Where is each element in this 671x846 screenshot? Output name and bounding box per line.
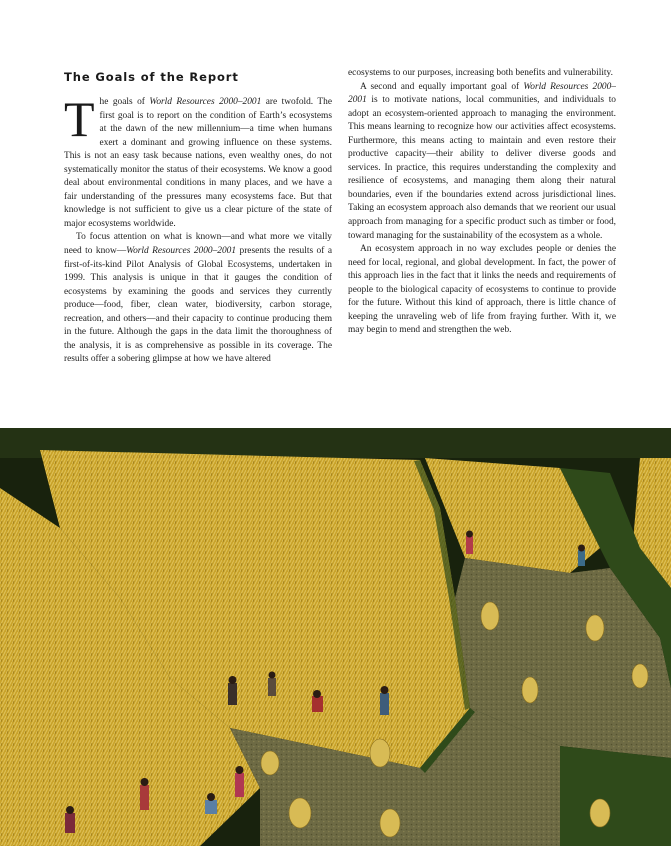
left-column [64, 68, 332, 367]
rice-harvest-photo [0, 428, 671, 846]
paragraph-1: The goals of World Resources 2000–2001 are twofold. The first goal is to report on the condition of Earth’s ecosystems at the dawn of the new millennium—a time when humans exert a dominant and growing influence on these systems. This is not an easy task because nations, even wealthy ones, do not systematically monitor the status of their ecosystems. We know a good deal about environmental conditions in many places, and we have a fair understanding of the pressures many ecosystems face. But that knowledge is not sufficient to give us a clear picture of the state of major ecosystems worldwide. [64, 91, 333, 229]
paragraph-4: An ecosystem approach in no way excludes people or denies the need for local, regional, and global development. In fact, the power of this approach lies in the fact that it links the needs and requirements of people to the biological capacity of ecosystems to continue to provide for the future. Without this kind of approach, there is little chance of keeping the unraveling web of life from fraying further. With it, we may begin to mend and strengthen the web. [348, 244, 616, 336]
paragraph-3: A second and equally important goal of World Resources 2000–2001 is to motivate nations, local communities, and individuals to adopt an ecosystem-oriented approach to managing the environment. This means learning to recognize how our activities affect ecosystems. Furthermore, this means acting to maintain and even restore their productive capacity—their ability to deliver diverse goods and services. In practice, this requires understanding the complexity and resilience of ecosystems, and managing them along their natural boundaries, even if the boundaries extend across jurisdictional lines. Taking an ecosystem approach also demands that we reorient our usual approach from managing for a specific product such as timber or food, toward managing for the sustainability of the ecosystem as a whole. [348, 81, 616, 241]
right-column [348, 67, 616, 338]
paragraph-2: To focus attention on what is known—and what more we vitally need to know—World Resources 2000–2001 presents the results of a first-of-its-kind Pilot Analysis of Global Ecosystems, undertaken in 1999. This analysis is unique in that it gauges the condition of ecosystems by examining the goods and services they currently produce—food, fiber, clean water, biodiversity, carbon storage, recreation, and others—and their capacity to continue producing them in the future. Although the gaps in the data limit the thoroughness of the analysis, it is as comprehensive as possible in its coverage. The results offer a sobering glimpse at how we have altered [64, 232, 332, 365]
drop-cap: T [64, 91, 95, 147]
paragraph-continued: ecosystems to our purposes, increasing both benefits and vulnerability. [348, 68, 613, 78]
section-heading: The Goals of the Report [64, 70, 239, 84]
